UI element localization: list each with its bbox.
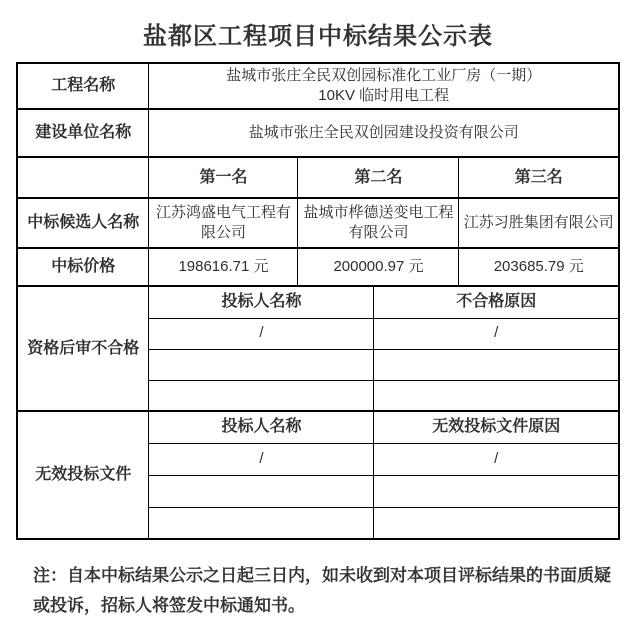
owner-value: 盐城市张庄全民双创园建设投资有限公司 (149, 109, 619, 157)
project-name-line2: 10KV 临时用电工程 (318, 87, 450, 104)
invalid-bidder-3 (149, 507, 374, 539)
qualification-reason-3 (374, 380, 619, 411)
rank-empty-cell (17, 157, 149, 198)
row-candidates (17, 198, 619, 248)
row-rank-headers (17, 157, 619, 198)
qualification-reason-2 (374, 349, 619, 380)
qualification-bidder-3 (149, 380, 374, 411)
project-name-value (149, 63, 619, 109)
announcement-page (0, 16, 636, 621)
qualification-bidder-2 (149, 349, 374, 380)
invalid-bidder-2 (149, 475, 374, 507)
row-prices (17, 248, 619, 286)
rank-3-header: 第三名 (459, 157, 619, 198)
qualification-bidder-1: / (149, 318, 374, 349)
page-title: 盐都区工程项目中标结果公示表 (143, 23, 493, 50)
row-invalid-header (17, 411, 619, 443)
candidate-3: 江苏习胜集团有限公司 (459, 198, 619, 248)
price-label: 中标价格 (17, 248, 149, 286)
qualification-bidder-header: 投标人名称 (149, 286, 374, 318)
owner-label: 建设单位名称 (17, 109, 149, 157)
invalid-section-label: 无效投标文件 (17, 411, 149, 539)
candidates-label: 中标候选人名称 (17, 198, 149, 248)
candidate-1: 江苏鸿盛电气工程有限公司 (149, 198, 298, 248)
bid-result-table (16, 62, 620, 540)
qualification-reason-header: 不合格原因 (374, 286, 619, 318)
footer-note: 注：自本中标结果公示之日起三日内，如未收到对本项目评标结果的书面质疑或投诉，招标人将签发中标通知书。 (33, 566, 611, 615)
price-1: 198616.71 元 (149, 248, 298, 286)
row-qualification-header (17, 286, 619, 318)
qualification-section-label: 资格后审不合格 (17, 286, 149, 411)
row-project-name (17, 63, 619, 109)
candidate-2: 盐城市桦德送变电工程有限公司 (298, 198, 459, 248)
project-name-line1: 盐城市张庄全民双创园标准化工业厂房（一期） (226, 66, 542, 84)
price-2: 200000.97 元 (298, 248, 459, 286)
price-3: 203685.79 元 (459, 248, 619, 286)
invalid-reason-header: 无效投标文件原因 (374, 411, 619, 443)
invalid-reason-1: / (374, 443, 619, 475)
invalid-reason-2 (374, 475, 619, 507)
qualification-reason-1: / (374, 318, 619, 349)
project-name-label: 工程名称 (17, 63, 149, 109)
invalid-reason-3 (374, 507, 619, 539)
row-owner (17, 109, 619, 157)
invalid-bidder-1: / (149, 443, 374, 475)
rank-1-header: 第一名 (149, 157, 298, 198)
invalid-bidder-header: 投标人名称 (149, 411, 374, 443)
rank-2-header: 第二名 (298, 157, 459, 198)
